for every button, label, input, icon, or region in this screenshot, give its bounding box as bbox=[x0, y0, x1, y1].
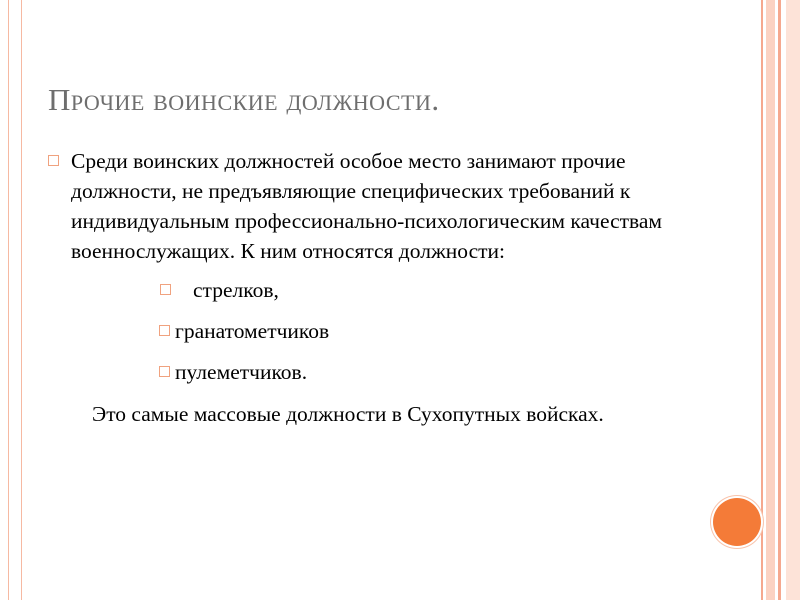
closing-paragraph: Это самые массовые должности в Сухопутных войсках. bbox=[92, 402, 604, 426]
orange-circle-icon bbox=[713, 498, 761, 546]
list-item bbox=[48, 311, 688, 352]
position-label: стрелков, bbox=[193, 278, 279, 302]
intro-text: Среди воинских должностей особое место занимают прочие должности, не предъявляющие специфических требований к индивидуальным профессионально-психологическим качествам военнослужащих. К ним относятся должности: bbox=[71, 149, 663, 263]
position-label: гранатометчиков bbox=[175, 319, 330, 343]
slide-body bbox=[48, 146, 688, 429]
slide-title: Прочие воинские должности. bbox=[48, 82, 440, 117]
list-item bbox=[48, 352, 688, 393]
right-decor-stripe bbox=[778, 0, 781, 600]
right-decor-stripe bbox=[786, 0, 800, 600]
intro-paragraph bbox=[48, 146, 688, 266]
position-label: пулеметчиков. bbox=[175, 360, 308, 384]
square-bullet-icon bbox=[159, 325, 170, 336]
square-bullet-icon bbox=[159, 366, 170, 377]
right-decor-stripe bbox=[766, 0, 775, 600]
right-decor-stripe bbox=[761, 0, 763, 600]
left-decor-line bbox=[8, 0, 9, 600]
square-bullet-icon bbox=[48, 155, 59, 166]
left-decor-strip bbox=[0, 0, 22, 600]
square-bullet-icon bbox=[160, 284, 171, 295]
list-item bbox=[48, 270, 688, 311]
positions-list bbox=[48, 270, 688, 393]
